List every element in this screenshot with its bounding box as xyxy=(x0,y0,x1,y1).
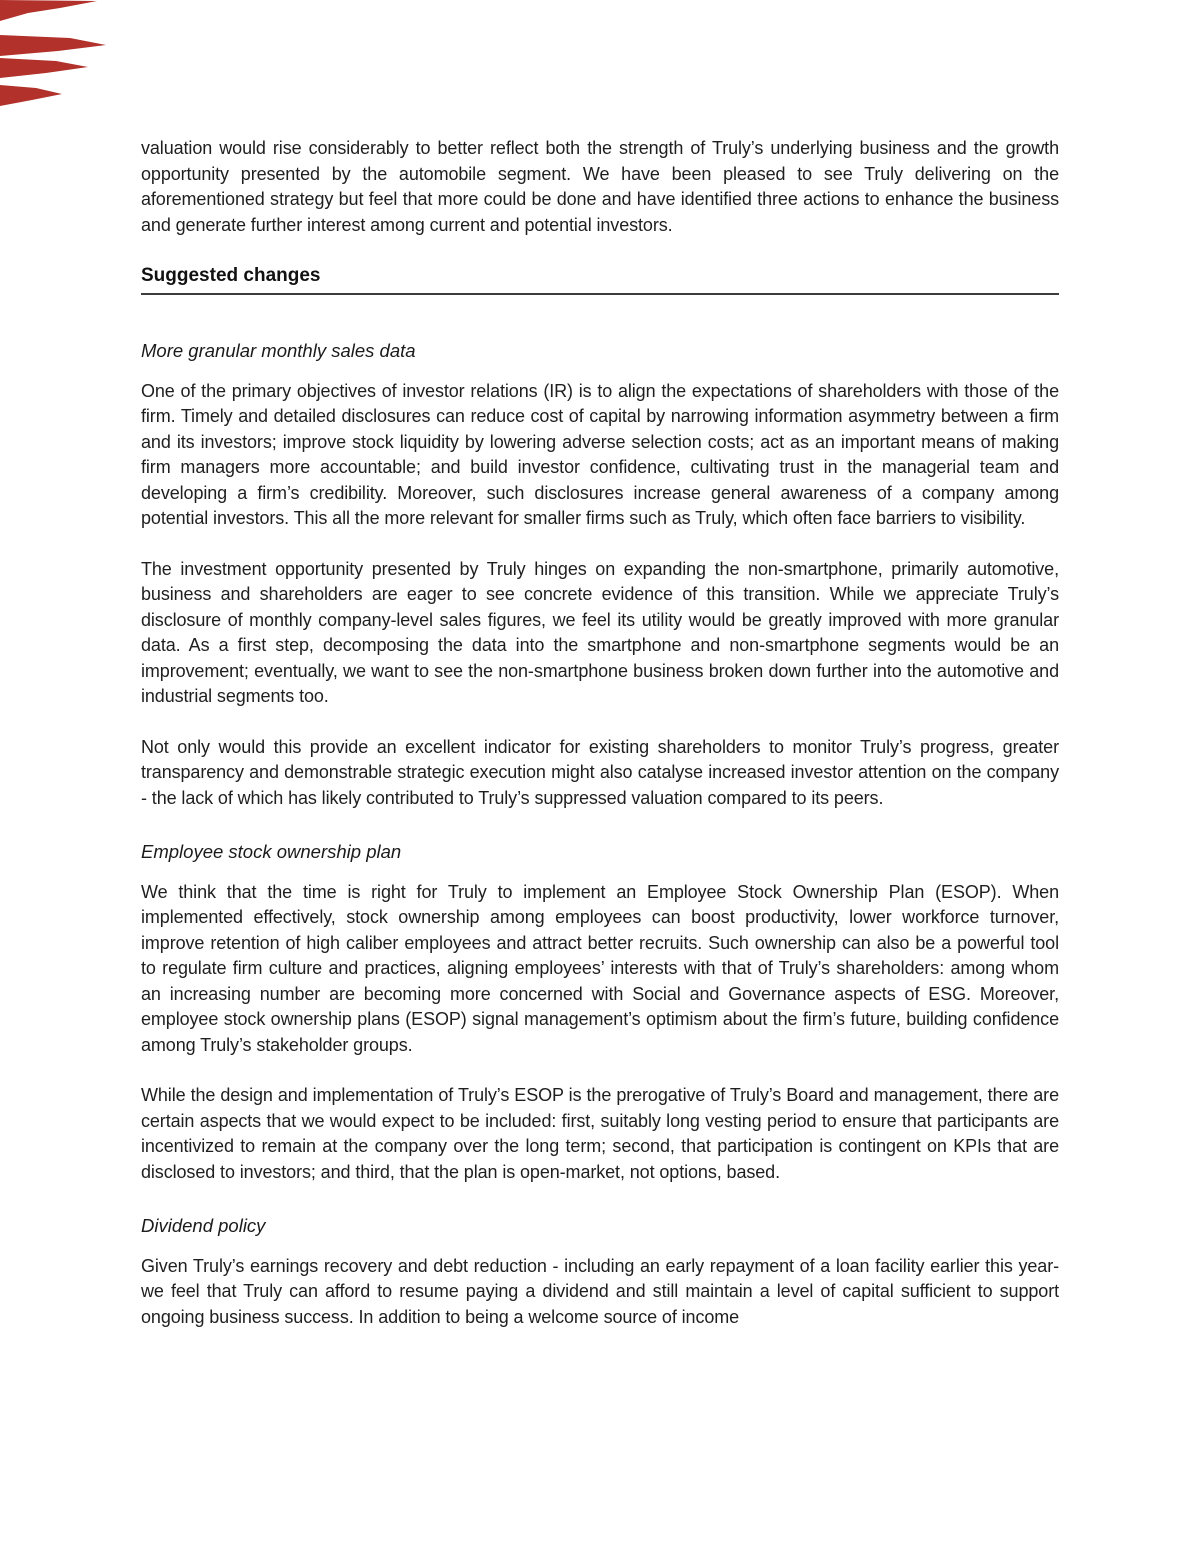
red-corner-ink-marks-icon xyxy=(0,0,110,110)
subheading-employee-stock-ownership-plan: Employee stock ownership plan xyxy=(141,841,402,862)
subheading-dividend-policy: Dividend policy xyxy=(141,1215,266,1236)
text-column xyxy=(141,0,1059,1355)
paragraph-esop-design: While the design and implementation of Truly’s ESOP is the prerogative of Truly’s Board and management, there are certain aspects that we would expect to be included: first, suitably long vesting period to ensure that participants are incentivized to remain at the company over the long term; second, that participation is contingent on KPIs that are disclosed to investors; and third, that the plan is open-market, not options, based. xyxy=(141,1085,1059,1182)
paragraph-esop-benefits: We think that the time is right for Truly to implement an Employee Stock Ownership Plan (ESOP). When implemented effectively, stock ownership among employees can boost productivity, lower workforce turnover, improve retention of high caliber employees and attract better recruits. Such ownership can also be a powerful tool to regulate firm culture and practices, aligning employees’ interests with that of Truly’s shareholders: among whom an increasing number are becoming more concerned with Social and Governance aspects of ESG. Moreover, employee stock ownership plans (ESOP) signal management’s optimism about the firm’s future, building confidence among Truly’s stakeholder groups. xyxy=(141,881,1059,1055)
paragraph-transparency: Not only would this provide an excellent indicator for existing shareholders to monitor Truly’s progress, greater transparency and demonstrable strategic execution might also catalyse increased investor attention on the company - the lack of which has likely contributed to Truly’s suppressed valuation compared to its peers. xyxy=(141,736,1059,808)
subheading-monthly-sales-data: More granular monthly sales data xyxy=(141,340,416,361)
paragraph-dividend: Given Truly’s earnings recovery and debt reduction - including an early repayment of a loan facility earlier this year- we feel that Truly can afford to resume paying a dividend and still maintain a level of capital sufficient to support ongoing business success. In addition to being a welcome source of income xyxy=(141,1255,1059,1327)
intro-paragraph: valuation would rise considerably to better reflect both the strength of Truly’s underlying business and the growth opportunity presented by the automobile segment. We have been pleased to see Truly delivering on the aforementioned strategy but feel that more could be done and have identified three actions to enhance the business and generate further interest among current and potential investors. xyxy=(141,138,1059,235)
paragraph-investor-relations: One of the primary objectives of investor relations (IR) is to align the expectations of shareholders with those of the firm. Timely and detailed disclosures can reduce cost of capital by narrowing information asymmetry between a firm and its investors; improve stock liquidity by lowering adverse selection costs; act as an important means of making firm managers more accountable; and build investor confidence, cultivating trust in the managerial team and developing a firm’s credibility. Moreover, such disclosures increase general awareness of a company among potential investors. This all the more relevant for smaller firms such as Truly, which often face barriers to visibility. xyxy=(141,380,1059,528)
section-heading-suggested-changes: Suggested changes xyxy=(141,264,1059,295)
paragraph-investment-opportunity: The investment opportunity presented by Truly hinges on expanding the non-smartphone, primarily automotive, business and shareholders are eager to see concrete evidence of this transition. While we appreciate Truly’s disclosure of monthly company-level sales figures, we feel its utility would be greatly improved with more granular data. As a first step, decomposing the data into the smartphone and non-smartphone segments would be an improvement; eventually, we want to see the non-smartphone business broken down further into the automotive and industrial segments too. xyxy=(141,558,1059,706)
